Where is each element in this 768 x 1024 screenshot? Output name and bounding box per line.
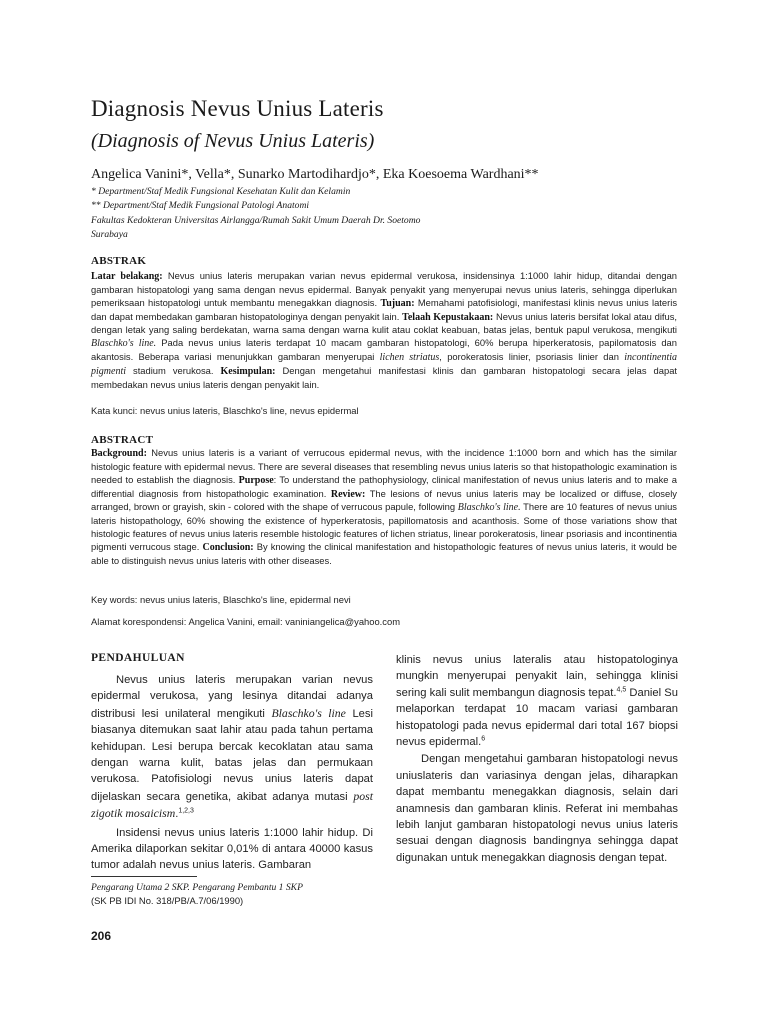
abstract-italic-term: Blaschko's line. — [457, 502, 521, 514]
footnote: (SK PB IDI No. 318/PB/A.7/06/1990) — [91, 895, 244, 906]
affiliation-line: * Department/Staf Medik Fungsional Kesehatan Kulit dan Kelamin — [91, 186, 351, 197]
paragraph: Insidensi nevus unius lateris 1:1000 lahir hidup. Di Amerika dilaporkan sekitar 0,01% di antara 40000 kasus tumor adalah nevus unius lateris. Gambaran — [91, 826, 373, 872]
author-list: Angelica Vanini*, Vella*, Sunarko Martodihardjo*, Eka Koesoema Wardhani** — [91, 167, 539, 182]
abstract-text: : To understand the pathophysiology, clinical manifestation of nevus unius lateris and to make a differential diagnosis from histopathologic examination. — [91, 473, 677, 499]
paragraph-text: Nevus unius lateris merupakan varian nevus epidermal verukosa, yang lesinya ditandai adanya distribusi lesi unilateral mengikuti — [91, 674, 373, 720]
italic-term: Blaschko's line — [271, 705, 346, 720]
kata-kunci: Kata kunci: nevus unius lateris, Blaschko's line, nevus epidermal — [91, 405, 359, 416]
abstrak-italic-term: Blaschko's line. — [91, 338, 157, 350]
abstract-label-review: Review: — [330, 488, 366, 500]
paragraph-text: Lesi biasanya ditemukan saat lahir atau pada tahun pertama kehidupan. Lesi berupa bercak kecoklatan atau sama dengan warna kulit, batas jelas dan permukaan verukosa. Patofisiologi nevus unius lateris dapat dijelaskan secara genetika, akibat adanya mutasi — [91, 707, 373, 803]
abstrak-text: Dengan mengetahui manifestasi klinis dan gambaran histopatologi secara jelas dapat membedakan nevus unius lateris dengan penyakit lain. — [91, 364, 678, 390]
citation: 6 — [481, 735, 486, 743]
abstract-text: Nevus unius lateris is a variant of verrucous epidermal nevus, with the incidence 1:1000 born and which has the similar histologic feature with epidermal nevus. There are several diseases that resembling nevus unius lateris so that histopathologic examination is needed to establish the diagnosis. — [91, 447, 677, 485]
left-column — [91, 672, 373, 874]
abstrak-text: Nevus unius lateris merupakan varian nevus epidermal verukosa, insidensinya 1:1000 lahir hidup, ditandai dengan gambaran histopatologi yang sama dengan nevus epidermal. Banyak penyakit yang menyerupai nevus unius lateris, sehingga diperlukan pemeriksaan histopatologi untuk membantu menegakkan diagnosis. — [91, 270, 677, 308]
abstrak-text: , porokeratosis linier, psoriasis linier dan — [439, 351, 625, 363]
abstrak-italic-term: lichen striatus — [379, 352, 440, 364]
citation: 4,5 — [616, 686, 627, 694]
page-number: 206 — [91, 929, 112, 943]
abstrak-italic-term: incontinentia pigmenti — [91, 352, 678, 377]
abstrak-heading: ABSTRAK — [91, 255, 147, 267]
abstrak-text: Nevus unius lateris bersifat lokal atau difus, dengan letak yang saling berdekatan, warna sama dengan warna kulit atau coklat keabuan, batas jelas, bentuk papul verukosa, mengikuti — [91, 310, 678, 336]
abstract-body — [91, 447, 677, 568]
footnote-rule — [91, 876, 197, 877]
abstract-text: There are 10 features of nevus unius lateris histopathology, 60% showing the existence of hyperkeratosis, papillomatosis and acanthosis. Some of those variations show that histologic features of nevus unius lateris resemble histologic features of lichen striatus, linear porokeratosis, linear psoriasis and incontinentia pigmenti verrucous stage. — [91, 501, 677, 552]
abstrak-body — [91, 270, 677, 392]
abstrak-label-kesimpulan: Kesimpulan: — [220, 365, 276, 377]
affiliation-line: Fakultas Kedokteran Universitas Airlangga/Rumah Sakit Umum Daerah Dr. Soetomo — [91, 215, 421, 226]
correspondence-address: Alamat korespondensi: Angelica Vanini, email: vaniniangelica@yahoo.com — [91, 616, 400, 627]
abstrak-text: Pada nevus unius lateris terdapat 10 macam gambaran histopatologi, 60% berupa hiperkeratosis, papilomatosis dan akantosis. Beberapa variasi menunjukkan gambaran menyerupai — [91, 337, 677, 363]
paragraph — [91, 672, 373, 823]
paragraph: Dengan mengetahui gambaran histopatologi nevus uniuslateris dan variasinya dengan jelas, diharapkan dapat membantu menegakkan diagnosis, selain dari anamnesis dan gambaran klinis. Referat ini membahas lebih lanjut gambaran histopatologi nevus unius lateris sesuai dengan diagnosis bandingnya sehingga dapat digunakan untuk menegakkan diagnosis dengan tepat. — [396, 753, 678, 864]
abstrak-label-telaah: Telaah Kepustakaan: — [402, 311, 494, 323]
abstrak-label-tujuan: Tujuan: — [380, 297, 415, 309]
abstrak-text: Memahami patofisiologi, manifestasi klinis nevus unius lateris dan dapat membedakan gambaran histopatologinya dengan penyakit lain. — [91, 296, 678, 322]
article-subtitle: (Diagnosis of Nevus Unius Lateris) — [91, 130, 375, 152]
abstract-text: By knowing the clinical manifestation and histopathologic features of nevus unius lateris, it would be able to distinguish nevus unius lateris with other diseases. — [91, 540, 677, 566]
affiliation-line: ** Department/Staf Medik Fungsional Patologi Anatomi — [91, 200, 310, 211]
abstract-label-background: Background: — [91, 448, 147, 459]
abstrak-label-latar-belakang: Latar belakang: — [91, 271, 163, 282]
right-column — [396, 652, 678, 866]
paragraph-text: klinis nevus unius lateralis atau histopatologinya mungkin menyerupai penyakit lain, sehingga klinisi sering kali sulit membangun diagnosis tepat. — [396, 654, 678, 699]
affiliation-line: Surabaya — [91, 229, 128, 240]
abstrak-text: stadium verukosa. — [126, 364, 214, 376]
italic-term: post zigotik mosaicism — [91, 788, 373, 821]
paragraph-text: Daniel Su melaporkan terdapat 10 macam variasi gambaran histopatologi pada nevus epidermal dari total 167 biopsi nevus epidermal. — [396, 686, 678, 749]
citation: 1,2,3 — [178, 807, 194, 815]
abstract-label-purpose: Purpose — [238, 474, 274, 486]
paragraph — [396, 652, 678, 750]
key-words: Key words: nevus unius lateris, Blaschko's line, epidermal nevi — [91, 594, 351, 605]
article-title: Diagnosis Nevus Unius Lateris — [91, 96, 384, 121]
abstract-heading: ABSTRACT — [91, 434, 154, 446]
abstract-text: The lesions of nevus unius lateris may be localized or diffuse, closely arranged, brown or grayish, skin - colored with the shape of verrucous papule, following — [91, 487, 677, 513]
abstract-label-conclusion: Conclusion: — [202, 541, 254, 553]
pendahuluan-heading: PENDAHULUAN — [91, 652, 185, 664]
footnote: Pengarang Utama 2 SKP. Pengarang Pembantu 1 SKP — [91, 882, 303, 893]
paragraph-text: . — [175, 808, 179, 821]
